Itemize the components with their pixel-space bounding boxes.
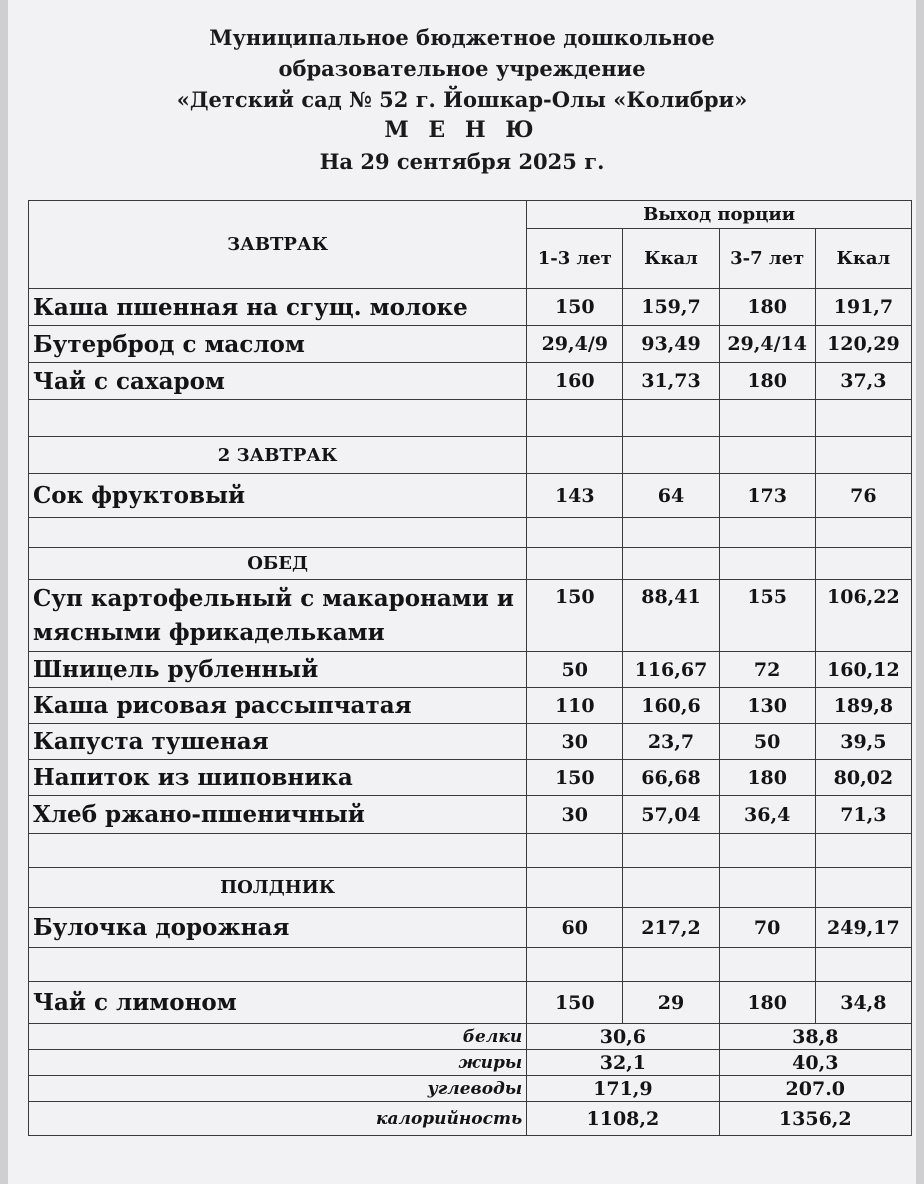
- totals-row: [29, 1024, 912, 1050]
- portion-3-7: 155: [719, 580, 815, 652]
- portion-1-3: 110: [527, 688, 623, 724]
- kcal-3-7: 189,8: [815, 688, 911, 724]
- institution-name: «Детский сад № 52 г. Йошкар-Олы «Колибри»: [176, 87, 748, 112]
- table-row: [29, 688, 912, 724]
- dish-name: Суп картофельный с макаронами и мясными фрикадельками: [29, 580, 527, 652]
- total-1-3: 171,9: [527, 1076, 719, 1102]
- totals-row: [29, 1076, 912, 1102]
- empty-row: [29, 834, 912, 868]
- dish-name: Бутерброд с маслом: [29, 326, 527, 363]
- total-1-3: 30,6: [527, 1024, 719, 1050]
- section-second-breakfast-title: 2 ЗАВТРАК: [29, 437, 527, 474]
- kcal-3-7: 39,5: [815, 724, 911, 760]
- totals-row: [29, 1050, 912, 1076]
- empty-row: [29, 518, 912, 548]
- portion-3-7: 180: [719, 982, 815, 1024]
- kcal-1-3: 116,67: [623, 652, 719, 688]
- portion-1-3: 143: [527, 474, 623, 518]
- kcal-3-7: 71,3: [815, 796, 911, 834]
- kcal-3-7: 106,22: [815, 580, 911, 652]
- table-row: [29, 652, 912, 688]
- total-label: углеводы: [29, 1076, 527, 1102]
- kcal-3-7: 191,7: [815, 289, 911, 326]
- section-row: [29, 548, 912, 580]
- kcal-1-3: 57,04: [623, 796, 719, 834]
- table-row: [29, 474, 912, 518]
- table-row: [29, 760, 912, 796]
- portion-1-3: 150: [527, 982, 623, 1024]
- total-3-7: 1356,2: [719, 1102, 911, 1136]
- dish-name: Чай с лимоном: [29, 982, 527, 1024]
- portion-3-7: 173: [719, 474, 815, 518]
- document-header: [0, 22, 924, 177]
- dish-name: Напиток из шиповника: [29, 760, 527, 796]
- dish-name: Булочка дорожная: [29, 908, 527, 948]
- kcal-1-3: 29: [623, 982, 719, 1024]
- kcal-3-7: 120,29: [815, 326, 911, 363]
- portion-1-3: 150: [527, 760, 623, 796]
- dish-name: Каша рисовая рассыпчатая: [29, 688, 527, 724]
- table-row: [29, 724, 912, 760]
- total-1-3: 1108,2: [527, 1102, 719, 1136]
- age-group-3-7: 3-7 лет: [719, 229, 815, 289]
- table-header-row: [29, 201, 912, 229]
- portion-1-3: 60: [527, 908, 623, 948]
- totals-row: [29, 1102, 912, 1136]
- menu-date: На 29 сентября 2025 г.: [319, 149, 605, 174]
- section-row: [29, 868, 912, 908]
- portion-3-7: 180: [719, 363, 815, 400]
- portion-1-3: 50: [527, 652, 623, 688]
- kcal-1-3: 93,49: [623, 326, 719, 363]
- portion-3-7: 50: [719, 724, 815, 760]
- portion-1-3: 29,4/9: [527, 326, 623, 363]
- kcal-header-1: Ккал: [623, 229, 719, 289]
- age-group-1-3: 1-3 лет: [527, 229, 623, 289]
- dish-name: Хлеб ржано-пшеничный: [29, 796, 527, 834]
- total-3-7: 40,3: [719, 1050, 911, 1076]
- portion-output-header: Выход порции: [527, 201, 912, 229]
- kcal-3-7: 34,8: [815, 982, 911, 1024]
- portion-1-3: 150: [527, 289, 623, 326]
- section-breakfast-header: ЗАВТРАК: [29, 201, 527, 289]
- portion-3-7: 36,4: [719, 796, 815, 834]
- portion-3-7: 130: [719, 688, 815, 724]
- total-3-7: 207.0: [719, 1076, 911, 1102]
- institution-line-2: образовательное учреждение: [278, 56, 646, 81]
- kcal-1-3: 66,68: [623, 760, 719, 796]
- portion-1-3: 30: [527, 796, 623, 834]
- kcal-1-3: 23,7: [623, 724, 719, 760]
- table-row: [29, 326, 912, 363]
- total-3-7: 38,8: [719, 1024, 911, 1050]
- empty-row: [29, 948, 912, 982]
- section-row: [29, 437, 912, 474]
- total-label: белки: [29, 1024, 527, 1050]
- dish-name: Сок фруктовый: [29, 474, 527, 518]
- empty-row: [29, 400, 912, 437]
- kcal-1-3: 217,2: [623, 908, 719, 948]
- kcal-1-3: 160,6: [623, 688, 719, 724]
- table-row: [29, 289, 912, 326]
- table-row: [29, 580, 912, 652]
- menu-title: М Е Н Ю: [384, 117, 540, 143]
- dish-name: Чай с сахаром: [29, 363, 527, 400]
- section-snack-title: ПОЛДНИК: [29, 868, 527, 908]
- portion-3-7: 70: [719, 908, 815, 948]
- kcal-header-2: Ккал: [815, 229, 911, 289]
- kcal-3-7: 37,3: [815, 363, 911, 400]
- portion-1-3: 150: [527, 580, 623, 652]
- dish-name: Каша пшенная на сгущ. молоке: [29, 289, 527, 326]
- kcal-3-7: 80,02: [815, 760, 911, 796]
- portion-3-7: 180: [719, 289, 815, 326]
- table-row: [29, 363, 912, 400]
- kcal-1-3: 31,73: [623, 363, 719, 400]
- kcal-3-7: 160,12: [815, 652, 911, 688]
- menu-table: [28, 200, 912, 1136]
- dish-name: Капуста тушеная: [29, 724, 527, 760]
- dish-name: Шницель рубленный: [29, 652, 527, 688]
- total-1-3: 32,1: [527, 1050, 719, 1076]
- institution-line-1: Муниципальное бюджетное дошкольное: [209, 25, 715, 50]
- section-lunch-title: ОБЕД: [29, 548, 527, 580]
- table-row: [29, 908, 912, 948]
- table-row: [29, 982, 912, 1024]
- portion-3-7: 180: [719, 760, 815, 796]
- portion-1-3: 160: [527, 363, 623, 400]
- portion-3-7: 29,4/14: [719, 326, 815, 363]
- table-row: [29, 796, 912, 834]
- kcal-1-3: 159,7: [623, 289, 719, 326]
- total-label: жиры: [29, 1050, 527, 1076]
- kcal-3-7: 249,17: [815, 908, 911, 948]
- kcal-1-3: 88,41: [623, 580, 719, 652]
- portion-1-3: 30: [527, 724, 623, 760]
- kcal-1-3: 64: [623, 474, 719, 518]
- total-label: калорийность: [29, 1102, 527, 1136]
- kcal-3-7: 76: [815, 474, 911, 518]
- portion-3-7: 72: [719, 652, 815, 688]
